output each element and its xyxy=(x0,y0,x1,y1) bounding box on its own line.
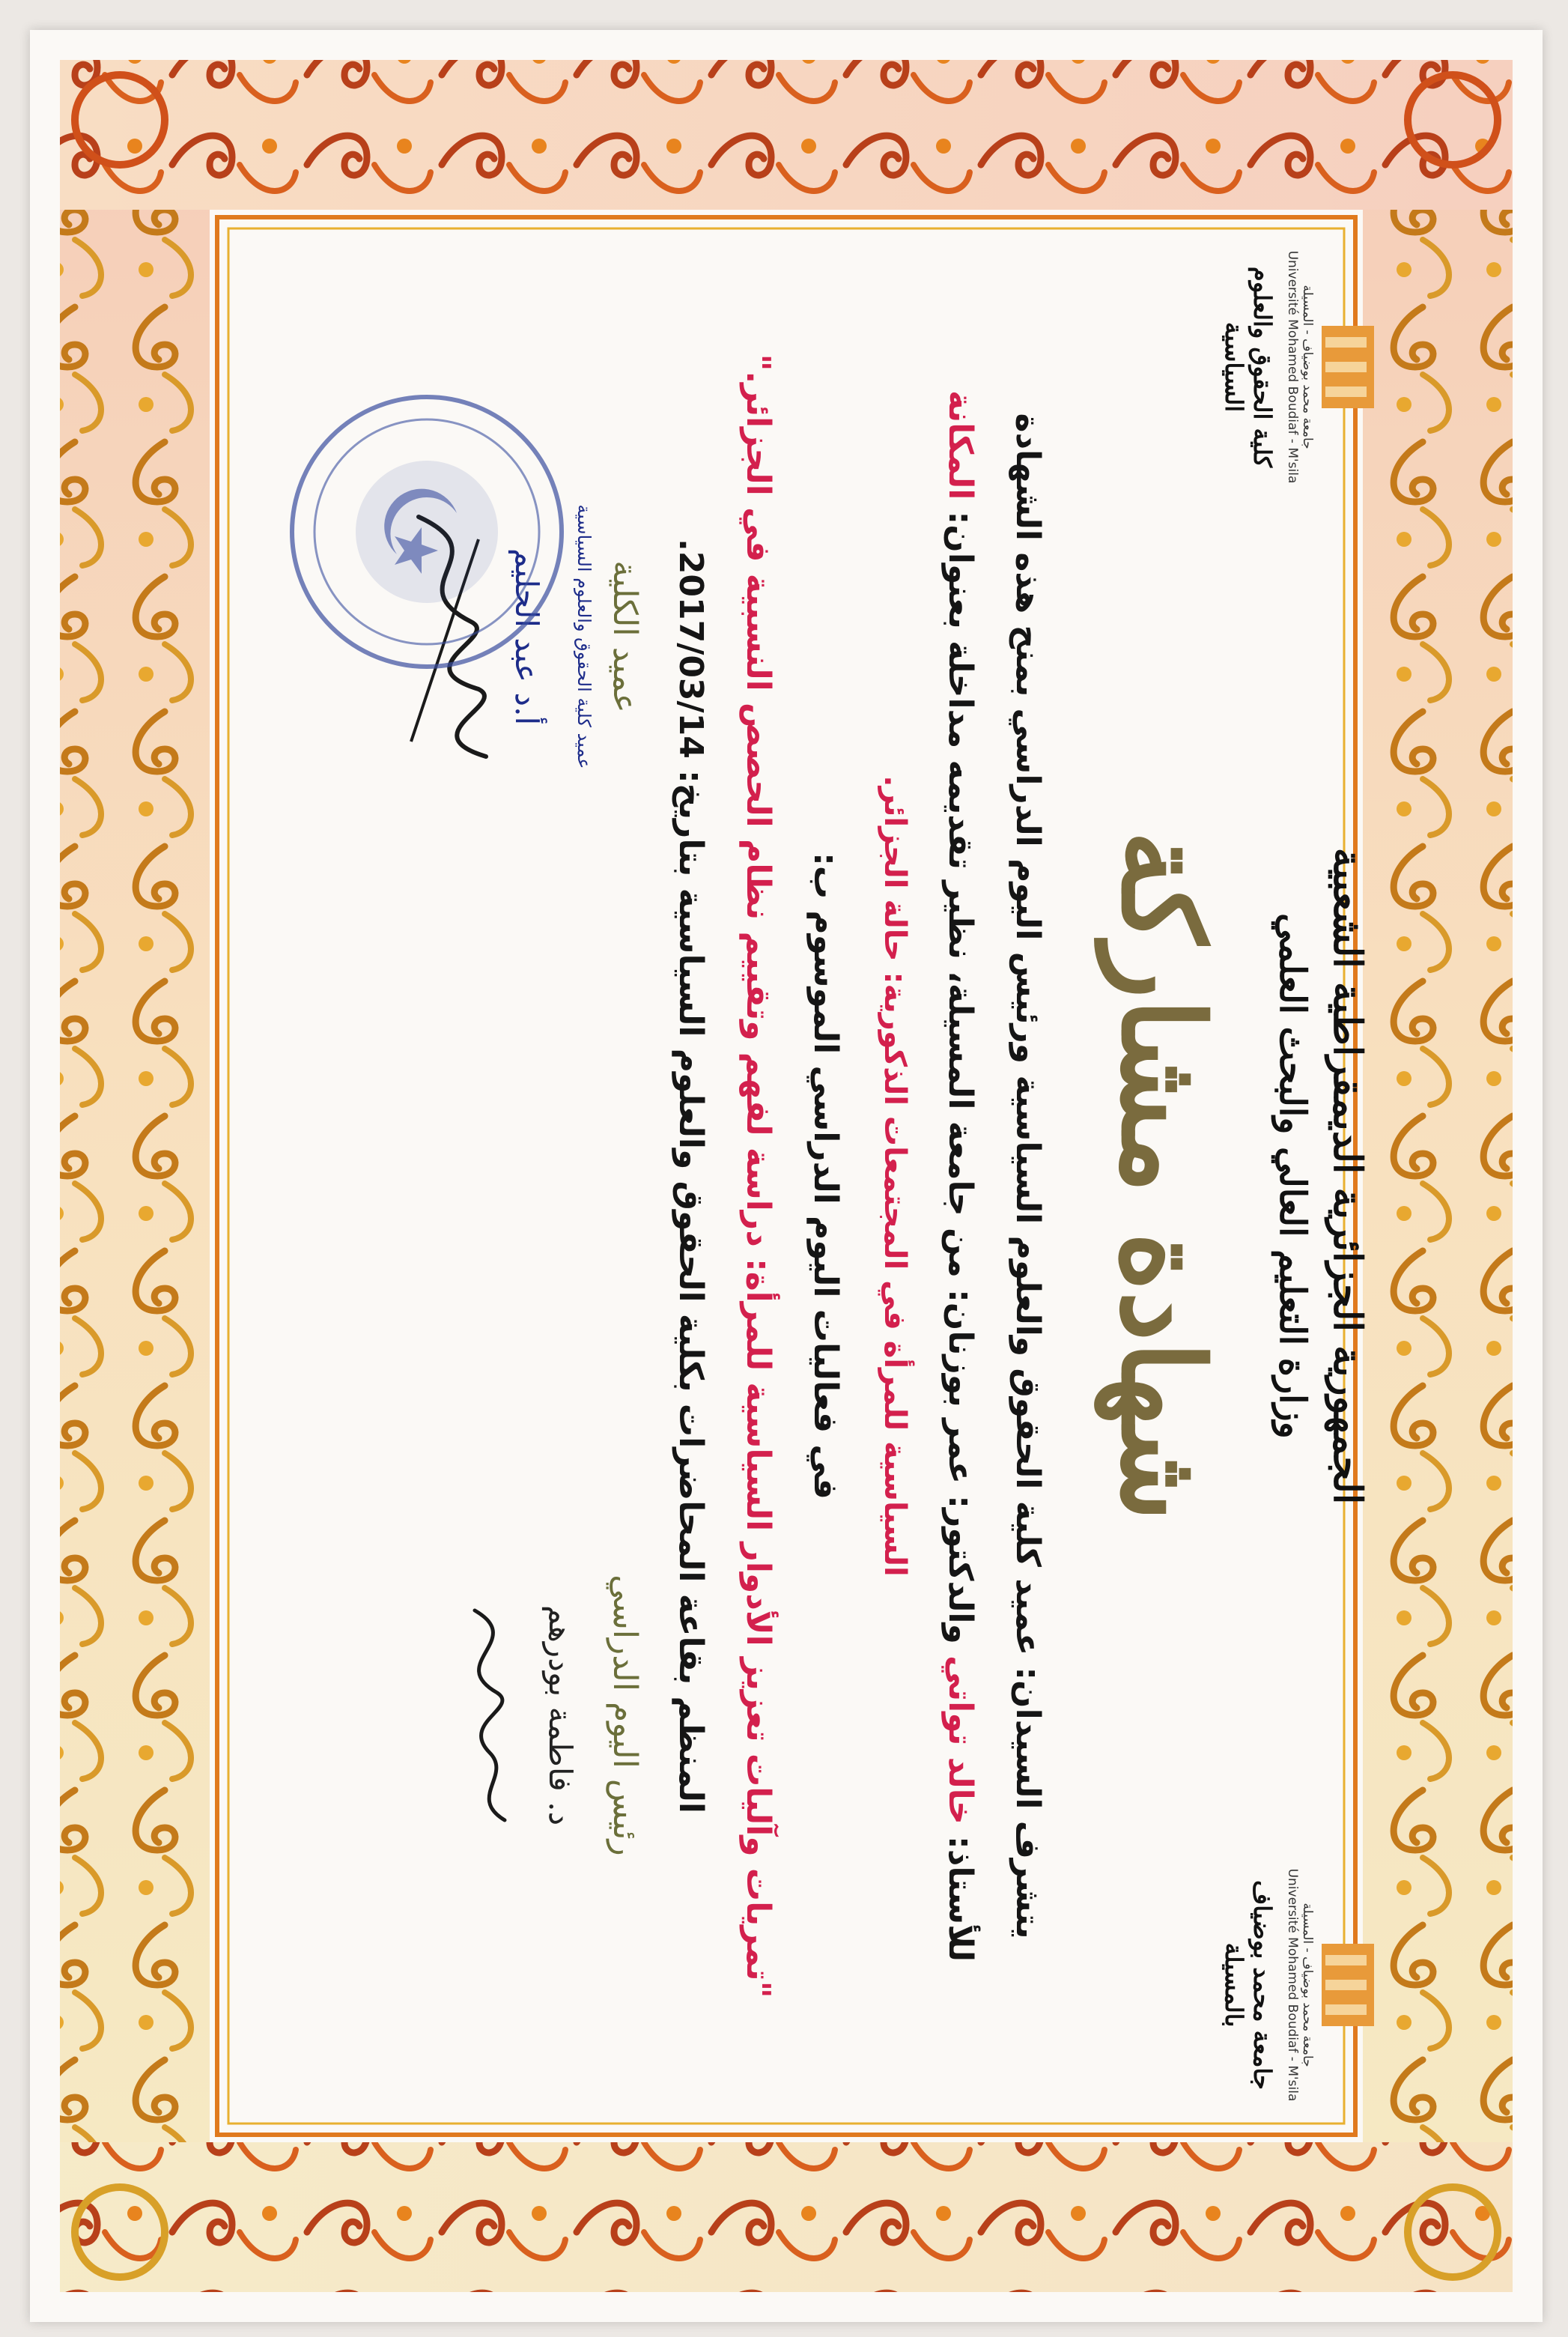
faculty-logo-block xyxy=(1220,225,1378,509)
university-building-icon xyxy=(1318,1940,1378,2030)
body-line-2-prefix: للأستاذ: xyxy=(941,1824,979,1962)
body-line-4: في فعاليات اليوم الدراسي الموسوم ب: xyxy=(806,852,845,1500)
ministry-header: وزارة التعليم العالي والبحث العلمي xyxy=(1271,913,1313,1439)
chair-title: رئيس اليوم الدراسي xyxy=(606,1574,644,1856)
university-name: جامعة محمد بوضياف بالمسيلة xyxy=(1220,1880,1277,2090)
faculty-logo-label-fr: Université Mohamed Boudiaf - M'sila xyxy=(1284,250,1300,484)
chair-signature-icon xyxy=(437,1595,542,1835)
participant-name: خالد تواتي xyxy=(941,1655,979,1825)
chair-name: د. فاطمة بودرهم xyxy=(542,1604,579,1826)
body-line-2 xyxy=(940,262,981,2090)
body-line-3-topic: السياسية للمرأة في المجتمعات الذكورية: حالة الجزائر. xyxy=(878,775,912,1577)
certificate-sheet xyxy=(30,30,1543,2322)
official-seal-icon xyxy=(285,390,569,674)
topic-start: المكانة xyxy=(941,390,979,500)
certificate-title: شهادة مشاركة xyxy=(1096,830,1228,1522)
chair-signature-block xyxy=(434,1521,644,1910)
university-logo-label-ar: جامعة محمد بوضياف - المسيلة xyxy=(1300,1903,1315,2067)
dean-subtitle: عميد كلية الحقوق والعلوم السياسية xyxy=(574,504,595,769)
body-line-2-mid: والدكتور: عمر بوزنان: من جامعة المسيلة، نظير تقديمه مداخلة بعنوان: xyxy=(941,500,979,1656)
university-logo-label-fr: Université Mohamed Boudiaf - M'sila xyxy=(1284,1868,1300,2102)
body-line-1: يتشرف السيدان: عميد كلية الحقوق والعلوم السياسية ورئيس اليوم الدراسي بمنح هذه الشهادة xyxy=(1009,413,1047,1939)
faculty-building-icon xyxy=(1318,322,1378,412)
certificate-content xyxy=(172,202,1400,2150)
university-logo-block xyxy=(1220,1843,1378,2127)
republic-header: الجمهورية الجزائرية الديمقراطية الشعبية xyxy=(1325,847,1370,1505)
study-day-title: "تمريات وآليات تعزيز الأدوار السياسية للمرأة: دراسة لفهم وتقييم نظام الحصص النسبية في الجزائر." xyxy=(739,354,777,1998)
faculty-name: كلية الحقوق والعلوم السياسية xyxy=(1220,266,1277,468)
dean-title: عميد الكلية xyxy=(606,560,644,713)
dean-name: أ.د عبد الحليم xyxy=(508,548,545,726)
body-line-6-date: المنظم بقاعة المحاضرات بكلية الحقوق والعلوم السياسية بتاريخ: 2017/03/14. xyxy=(672,539,710,1813)
faculty-logo-label-ar: جامعة محمد بوضياف - المسيلة xyxy=(1300,285,1315,449)
